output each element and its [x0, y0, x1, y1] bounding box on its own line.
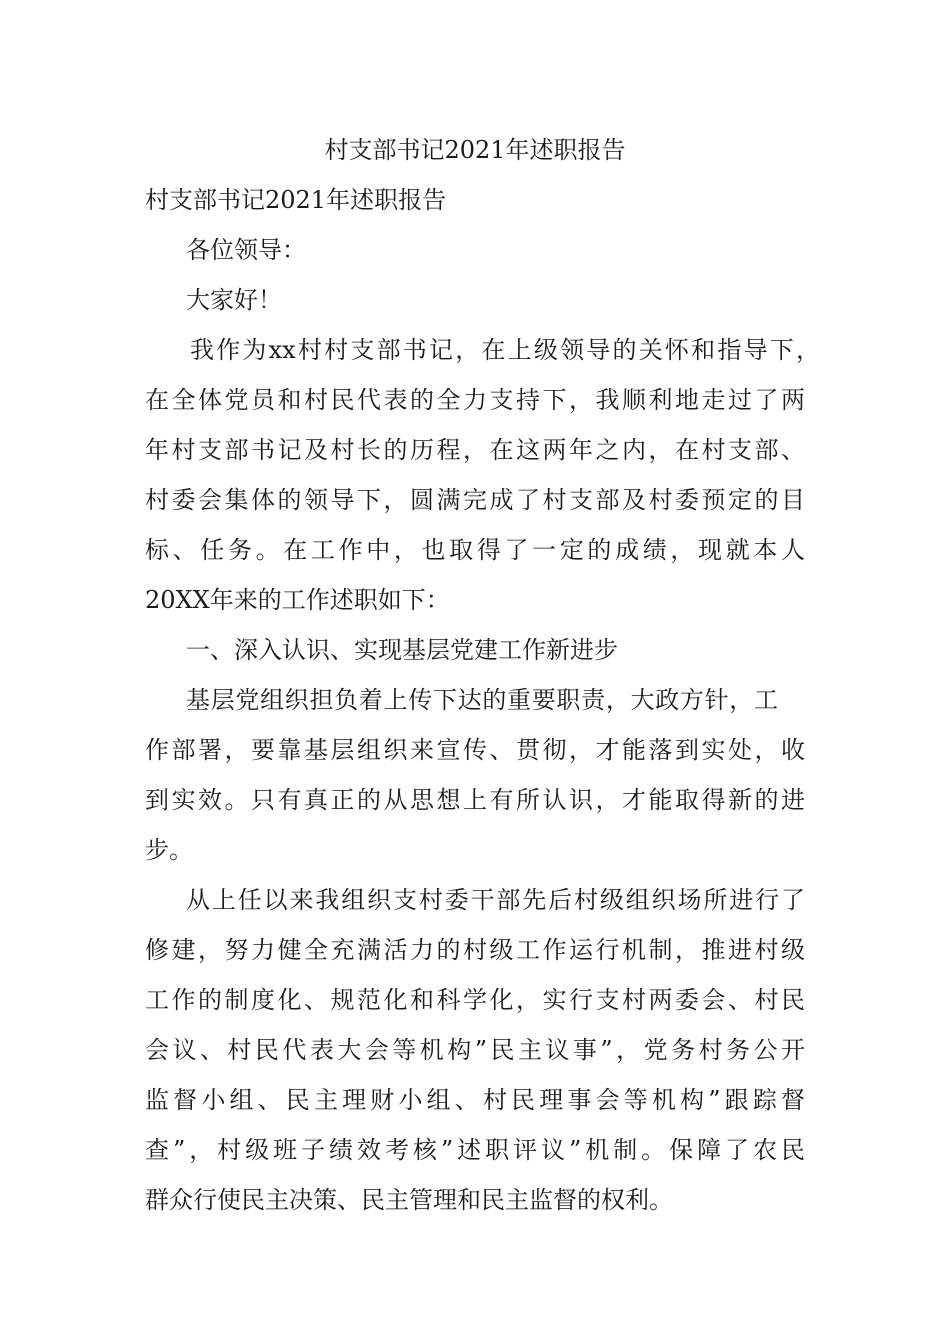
paragraph-line: 工作的制度化、规范化和科学化，实行支村两委会、村民	[145, 986, 805, 1014]
paragraph-line: 我作为xx村村支部书记，在上级领导的关怀和指导下，	[190, 336, 820, 364]
paragraph-line: 会议、村民代表大会等机构”民主议事”，党务村务公开	[145, 1036, 805, 1064]
paragraph-line: 村委会集体的领导下，圆满完成了村支部及村委预定的目	[145, 486, 805, 514]
document-subtitle: 村支部书记2021年述职报告	[145, 186, 447, 214]
paragraph-line: 群众行使民主决策、民主管理和民主监督的权利。	[145, 1186, 673, 1214]
salutation: 各位领导：	[186, 236, 306, 264]
greeting: 大家好！	[186, 286, 282, 314]
paragraph-line: 步。	[145, 836, 193, 864]
paragraph-line: 监督小组、民主理财小组、村民理事会等机构”跟踪督	[145, 1086, 805, 1114]
paragraph-line: 基层党组织担负着上传下达的重要职责，大政方针，工	[186, 686, 778, 714]
paragraph-line: 从上任以来我组织支村委干部先后村级组织场所进行了	[186, 886, 805, 914]
document-title: 村支部书记2021年述职报告	[324, 136, 626, 164]
paragraph-line: 年村支部书记及村长的历程，在这两年之内，在村支部、	[145, 436, 805, 464]
paragraph-line: 标、任务。在工作中，也取得了一定的成绩，现就本人	[145, 536, 805, 564]
section-heading: 一、深入认识、实现基层党建工作新进步	[186, 636, 618, 664]
paragraph-line: 20XX年来的工作述职如下：	[145, 586, 450, 614]
paragraph-line: 在全体党员和村民代表的全力支持下，我顺利地走过了两	[145, 386, 805, 414]
paragraph-line: 作部署，要靠基层组织来宣传、贯彻，才能落到实处，收	[145, 736, 805, 764]
paragraph-line: 到实效。只有真正的从思想上有所认识，才能取得新的进	[145, 786, 805, 814]
paragraph-line: 查”，村级班子绩效考核”述职评议”机制。保障了农民	[145, 1136, 805, 1164]
paragraph-line: 修建，努力健全充满活力的村级工作运行机制，推进村级	[145, 936, 805, 964]
